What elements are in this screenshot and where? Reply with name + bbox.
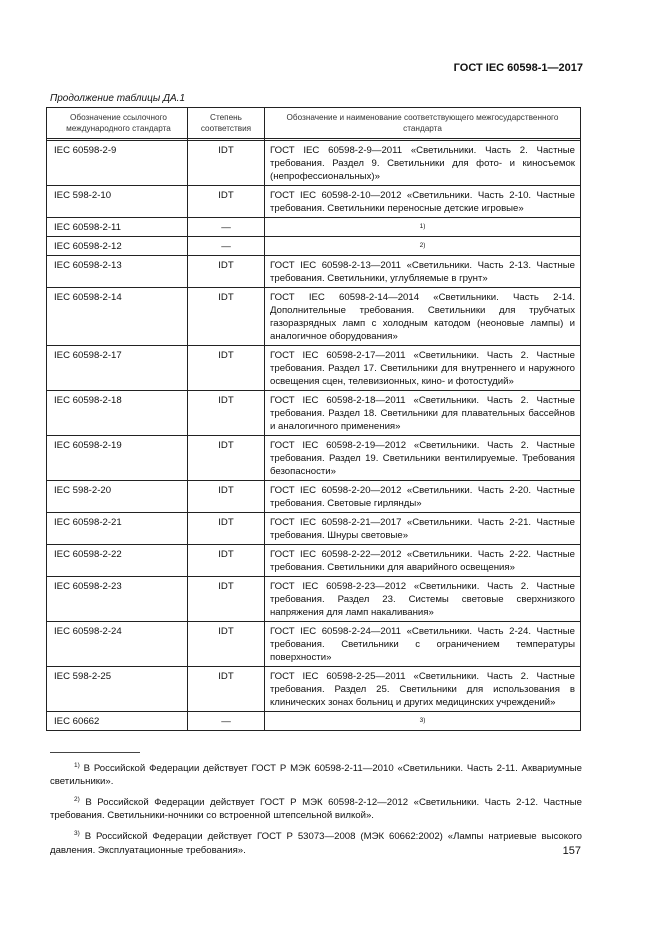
footnote-mark: 3) bbox=[74, 830, 80, 838]
footnote-mark: 2) bbox=[74, 796, 80, 804]
footnote-text: В Российской Федерации действует ГОСТ Р 53073—2008 (МЭК 60662:2002) «Лампы натриевые высокого давления. Эксплуатационные требования». bbox=[50, 831, 582, 856]
interstate-standard-cell: ГОСТ IEC 60598-2-21—2017 «Светильники. Часть 2-21. Частные требования. Шнуры световые» bbox=[265, 513, 581, 545]
degree-cell: IDT bbox=[188, 391, 265, 436]
degree-cell: — bbox=[188, 712, 265, 731]
page-number: 157 bbox=[562, 845, 581, 857]
table-row bbox=[47, 256, 581, 288]
reference-standard-cell: IEC 60598-2-18 bbox=[47, 391, 188, 436]
degree-cell: IDT bbox=[188, 513, 265, 545]
reference-standards-table bbox=[46, 107, 581, 731]
reference-standard-cell: IEC 598-2-20 bbox=[47, 481, 188, 513]
interstate-standard-cell: 1) bbox=[265, 218, 581, 237]
interstate-standard-cell: ГОСТ IEC 60598-2-24—2011 «Светильники. Часть 2-24. Частные требования. Светильники с ограничением температуры поверхности» bbox=[265, 622, 581, 667]
reference-standard-cell: IEC 60598-2-14 bbox=[47, 288, 188, 346]
reference-standard-cell: IEC 60598-2-13 bbox=[47, 256, 188, 288]
interstate-standard-cell: ГОСТ IEC 60598-2-23—2012 «Светильники. Часть 2. Частные требования. Раздел 23. Системы световые сверхнизкого напряжения для ламп накаливания» bbox=[265, 577, 581, 622]
interstate-standard-cell: ГОСТ IEC 60598-2-13—2011 «Светильники. Часть 2-13. Частные требования. Светильники, углубляемые в грунт» bbox=[265, 256, 581, 288]
table-row bbox=[47, 712, 581, 731]
reference-standard-cell: IEC 598-2-10 bbox=[47, 186, 188, 218]
degree-cell: IDT bbox=[188, 288, 265, 346]
table-row bbox=[47, 391, 581, 436]
table-row bbox=[47, 545, 581, 577]
footnote-divider bbox=[50, 752, 140, 753]
footnote-3 bbox=[50, 827, 582, 856]
interstate-standard-cell: ГОСТ IEC 60598-2-9—2011 «Светильники. Часть 2. Частные требования. Раздел 9. Светильники для фото- и киносъемок (непрофессиональных)» bbox=[265, 141, 581, 186]
footnotes bbox=[50, 759, 582, 862]
degree-cell: IDT bbox=[188, 545, 265, 577]
table-row bbox=[47, 141, 581, 186]
degree-cell: IDT bbox=[188, 667, 265, 712]
table-row bbox=[47, 237, 581, 256]
reference-standard-cell: IEC 60598-2-11 bbox=[47, 218, 188, 237]
degree-cell: IDT bbox=[188, 436, 265, 481]
reference-standard-cell: IEC 60598-2-21 bbox=[47, 513, 188, 545]
table-row bbox=[47, 667, 581, 712]
table-header-row bbox=[47, 108, 581, 139]
footnote-text: В Российской Федерации действует ГОСТ Р МЭК 60598-2-12—2012 «Светильники. Часть 2-12. Частные требования. Светильники-ночники со встроенной штепсельной вилкой». bbox=[50, 797, 582, 822]
column-header-reference-standard: Обозначение ссылочного международного стандарта bbox=[47, 108, 188, 139]
document-code: ГОСТ IEC 60598-1—2017 bbox=[453, 62, 583, 74]
degree-cell: IDT bbox=[188, 577, 265, 622]
reference-standard-cell: IEC 598-2-25 bbox=[47, 667, 188, 712]
reference-standard-cell: IEC 60662 bbox=[47, 712, 188, 731]
reference-standard-cell: IEC 60598-2-22 bbox=[47, 545, 188, 577]
table-row bbox=[47, 218, 581, 237]
footnote-text: В Российской Федерации действует ГОСТ Р МЭК 60598-2-11—2010 «Светильники. Часть 2-11. Аквариумные светильники». bbox=[50, 763, 582, 788]
degree-cell: — bbox=[188, 218, 265, 237]
table-caption: Продолжение таблицы ДА.1 bbox=[50, 93, 186, 104]
table-row bbox=[47, 186, 581, 218]
reference-standard-cell: IEC 60598-2-23 bbox=[47, 577, 188, 622]
interstate-standard-cell: ГОСТ IEC 60598-2-18—2011 «Светильники. Часть 2. Частные требования. Раздел 18. Светильники для плавательных бассейнов и аналогичного применения» bbox=[265, 391, 581, 436]
footnote-2 bbox=[50, 793, 582, 822]
reference-standard-cell: IEC 60598-2-19 bbox=[47, 436, 188, 481]
table-row bbox=[47, 577, 581, 622]
degree-cell: IDT bbox=[188, 141, 265, 186]
table-row bbox=[47, 288, 581, 346]
reference-standard-cell: IEC 60598-2-9 bbox=[47, 141, 188, 186]
interstate-standard-cell: ГОСТ IEC 60598-2-14—2014 «Светильники. Часть 2-14. Дополнительные требования. Светильники для трубчатых газоразрядных ламп с холодным катодом (неоновые лампы) и аналогичное оборудования» bbox=[265, 288, 581, 346]
footnote-mark: 1) bbox=[74, 762, 80, 769]
degree-cell: IDT bbox=[188, 256, 265, 288]
table-row bbox=[47, 436, 581, 481]
interstate-standard-cell: ГОСТ IEC 60598-2-17—2011 «Светильники. Часть 2. Частные требования. Раздел 17. Светильники для внутреннего и наружного освещения сцен, телевизионных, кино- и фотостудий» bbox=[265, 346, 581, 391]
reference-standard-cell: IEC 60598-2-12 bbox=[47, 237, 188, 256]
interstate-standard-cell: ГОСТ IEC 60598-2-10—2012 «Светильники. Часть 2-10. Частные требования. Светильники переносные детские игровые» bbox=[265, 186, 581, 218]
interstate-standard-cell: ГОСТ IEC 60598-2-22—2012 «Светильники. Часть 2-22. Частные требования. Светильники для аварийного освещения» bbox=[265, 545, 581, 577]
column-header-interstate-standard: Обозначение и наименование соответствующего межгосударственного стандарта bbox=[265, 108, 581, 139]
column-header-degree: Степень соответствия bbox=[188, 108, 265, 139]
interstate-standard-cell: 2) bbox=[265, 237, 581, 256]
reference-standard-cell: IEC 60598-2-17 bbox=[47, 346, 188, 391]
table-row bbox=[47, 513, 581, 545]
degree-cell: IDT bbox=[188, 346, 265, 391]
interstate-standard-cell: ГОСТ IEC 60598-2-25—2011 «Светильники. Часть 2. Частные требования. Раздел 25. Светильники для использования в клинических зонах больниц и других медицинских учреждений» bbox=[265, 667, 581, 712]
reference-standard-cell: IEC 60598-2-24 bbox=[47, 622, 188, 667]
degree-cell: IDT bbox=[188, 186, 265, 218]
interstate-standard-cell: ГОСТ IEC 60598-2-20—2012 «Светильники. Часть 2-20. Частные требования. Световые гирлянды» bbox=[265, 481, 581, 513]
footnote-1 bbox=[50, 759, 582, 788]
table-row bbox=[47, 346, 581, 391]
degree-cell: — bbox=[188, 237, 265, 256]
table-row bbox=[47, 481, 581, 513]
table-row bbox=[47, 622, 581, 667]
interstate-standard-cell: ГОСТ IEC 60598-2-19—2012 «Светильники. Часть 2. Частные требования. Раздел 19. Светильники вентилируемые. Требования безопасности» bbox=[265, 436, 581, 481]
degree-cell: IDT bbox=[188, 481, 265, 513]
degree-cell: IDT bbox=[188, 622, 265, 667]
interstate-standard-cell: 3) bbox=[265, 712, 581, 731]
